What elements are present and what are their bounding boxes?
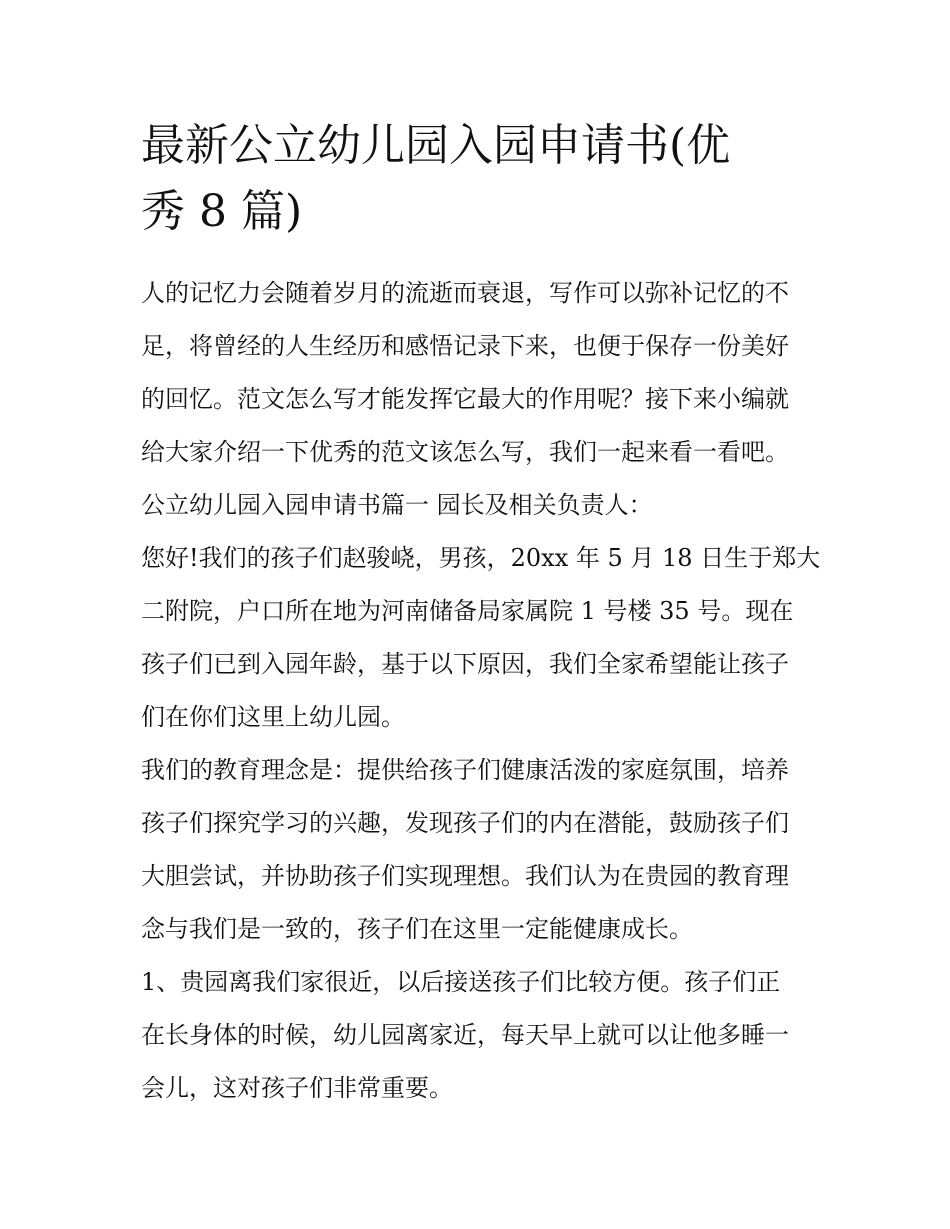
text-line-3: 的回忆。范文怎么写才能发挥它最大的作用呢？接下来小编就 [141, 385, 789, 413]
document-content [141, 113, 821, 1115]
text-line-6: 您好!我们的孩子们赵骏峣，男孩，20xx 年 5 月 18 日生于郑大 [141, 544, 821, 572]
text-line-2: 足，将曾经的人生经历和感悟记录下来，也便于保存一份美好 [141, 332, 789, 360]
text-line-13: 念与我们是一致的，孩子们在这里一定能健康成长。 [141, 915, 693, 943]
text-line-8: 孩子们已到入园年龄，基于以下原因，我们全家希望能让孩子 [141, 650, 789, 678]
text-line-14: 1、贵园离我们家很近，以后接送孩子们比较方便。孩子们正 [141, 968, 781, 996]
text-line-9: 们在你们这里上幼儿园。 [141, 703, 405, 731]
text-line-4: 给大家介绍一下优秀的范文该怎么写，我们一起来看一看吧。 [141, 438, 789, 466]
document-title [141, 113, 817, 245]
title-line-2: 秀 8 篇) [141, 186, 303, 237]
title-line-1: 最新公立幼儿园入园申请书(优 [141, 120, 731, 171]
text-line-15: 在长身体的时候，幼儿园离家近，每天早上就可以让他多睡一 [141, 1021, 789, 1049]
text-line-12: 大胆尝试，并协助孩子们实现理想。我们认为在贵园的教育理 [141, 862, 789, 890]
text-line-1: 人的记忆力会随着岁月的流逝而衰退，写作可以弥补记忆的不 [141, 279, 789, 307]
text-line-7: 二附院，户口所在地为河南储备局家属院 1 号楼 35 号。现在 [141, 597, 794, 625]
text-line-10: 我们的教育理念是：提供给孩子们健康活泼的家庭氛围，培养 [141, 756, 789, 784]
section-heading-line: 公立幼儿园入园申请书篇一 园长及相关负责人： [141, 491, 653, 519]
document-body [141, 267, 821, 1115]
text-line-11: 孩子们探究学习的兴趣，发现孩子们的内在潜能，鼓励孩子们 [141, 809, 789, 837]
text-line-16: 会儿，这对孩子们非常重要。 [141, 1074, 453, 1102]
